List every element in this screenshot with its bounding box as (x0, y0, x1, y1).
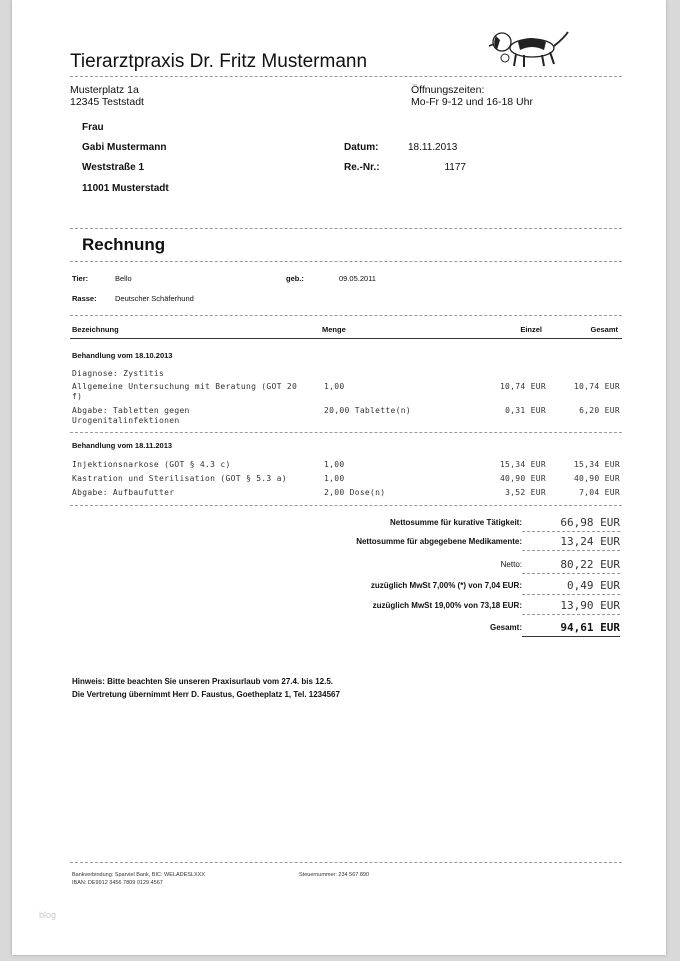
line-item-description: Kastration und Sterilisation (GOT § 5.3 a) (72, 474, 287, 483)
line-item-quantity: 2,00 Dose(n) (324, 488, 386, 497)
section-divider (70, 432, 622, 433)
opening-hours: Mo-Fr 9-12 und 16-18 Uhr (411, 96, 533, 108)
col-header-description: Bezeichnung (72, 325, 119, 334)
recipient-name: Gabi Mustermann (82, 142, 167, 153)
invoice-page (12, 0, 666, 955)
animal-name: Bello (115, 274, 132, 283)
line-item-unit-price: 40,90 EUR (499, 474, 546, 483)
animal-label: Tier: (72, 274, 89, 283)
practice-city: 12345 Teststadt (70, 96, 144, 108)
line-item-unit-price: 15,34 EUR (499, 460, 546, 469)
practice-name: Tierarztpraxis Dr. Fritz Mustermann (70, 51, 368, 72)
subtotal-medication-label: Nettosumme für abgegebene Medikamente: (356, 537, 522, 546)
net-divider (522, 573, 620, 574)
date-label: Datum: (344, 142, 379, 153)
subtotal-medication: 13,24 EUR (560, 535, 620, 548)
section-title: Behandlung vom 18.10.2013 (72, 351, 173, 360)
iban: IBAN: DE9912 3456 7809 0129 4567 (72, 880, 163, 886)
vat-divider (522, 594, 620, 595)
line-item-unit-price: 0,31 EUR (505, 406, 546, 415)
recipient-street: Weststraße 1 (82, 162, 145, 173)
invoice-date: 18.11.2013 (408, 142, 458, 153)
line-item-unit-price: 3,52 EUR (505, 488, 546, 497)
birthdate-label: geb.: (286, 274, 304, 283)
line-item-quantity: 20,00 Tablette(n) (324, 406, 411, 415)
subtotal-divider (522, 531, 620, 532)
col-header-quantity: Menge (322, 325, 346, 334)
table-header-rule (70, 338, 622, 339)
line-item-unit-price: 10,74 EUR (499, 382, 546, 391)
line-item-total: 7,04 EUR (579, 488, 620, 497)
col-header-total: Gesamt (590, 325, 618, 334)
header-divider (70, 76, 622, 77)
line-item-description: Abgabe: Tabletten gegen Urogenitalinfektionen (72, 406, 190, 425)
net-label: Netto: (500, 560, 522, 569)
tax-number: Steuernummer: 234 567 890 (299, 872, 370, 878)
invoice-number: 1177 (444, 162, 466, 173)
line-item-total: 6,20 EUR (579, 406, 620, 415)
bank-details: Bankverbindung: Sparviel Bank, BIC: WELADESLXXX (72, 872, 205, 878)
vat-19-amount: 13,90 EUR (560, 599, 620, 612)
practice-street: Musterplatz 1a (70, 84, 139, 96)
vat-divider (522, 614, 620, 615)
section-title: Behandlung vom 18.11.2013 (72, 441, 173, 450)
title-divider-bottom (70, 261, 622, 262)
line-item-description: Allgemeine Untersuchung mit Beratung (GOT 20 f) (72, 382, 298, 401)
subtotal-treatment: 66,98 EUR (560, 516, 620, 529)
line-item-description: Abgabe: Aufbaufutter (72, 488, 175, 497)
grand-total-label: Gesamt: (489, 623, 522, 632)
note-line: Hinweis: Bitte beachten Sie unseren Praxisurlaub vom 27.4. bis 12.5. (72, 677, 333, 686)
birthdate: 09.05.2011 (339, 274, 376, 283)
hours-label: Öffnungszeiten: (411, 84, 485, 96)
subtotal-divider (522, 550, 620, 551)
watermark: blog (39, 910, 57, 920)
line-item-quantity: 1,00 (324, 382, 345, 391)
recipient-city: 11001 Musterstadt (82, 183, 169, 194)
subtotal-treatment-label: Nettosumme für kurative Tätigkeit: (389, 518, 522, 527)
footer-divider (70, 862, 622, 863)
line-item-total: 10,74 EUR (573, 382, 620, 391)
line-item-description: Diagnose: Zystitis (72, 369, 165, 378)
line-item-total: 40,90 EUR (573, 474, 620, 483)
grand-total: 94,61 EUR (560, 621, 620, 634)
vat-19-label: zuzüglich MwSt 19,00% von 73,18 EUR: (372, 601, 522, 610)
line-item-quantity: 1,00 (324, 474, 345, 483)
line-item-total: 15,34 EUR (573, 460, 620, 469)
breed-label: Rasse: (72, 294, 97, 303)
table-end-divider (70, 505, 622, 506)
vat-7-label: zuzüglich MwSt 7,00% (*) von 7,04 EUR: (370, 581, 522, 590)
document-title: Rechnung (82, 235, 166, 254)
recipient-salutation: Frau (82, 122, 104, 133)
breed: Deutscher Schäferhund (115, 294, 194, 303)
animal-divider (70, 315, 622, 316)
vat-7-amount: 0,49 EUR (567, 579, 620, 592)
col-header-unit-price: Einzel (520, 325, 542, 334)
grand-total-rule (522, 636, 620, 637)
note-line: Die Vertretung übernimmt Herr D. Faustus, Goetheplatz 1, Tel. 1234567 (72, 690, 340, 699)
line-item-description: Injektionsnarkose (GOT § 4.3 c) (72, 460, 231, 469)
line-item-quantity: 1,00 (324, 460, 345, 469)
invoice-number-label: Re.-Nr.: (344, 162, 380, 173)
dog-logo-icon (488, 28, 570, 75)
title-divider-top (70, 228, 622, 229)
net-total: 80,22 EUR (560, 558, 620, 571)
